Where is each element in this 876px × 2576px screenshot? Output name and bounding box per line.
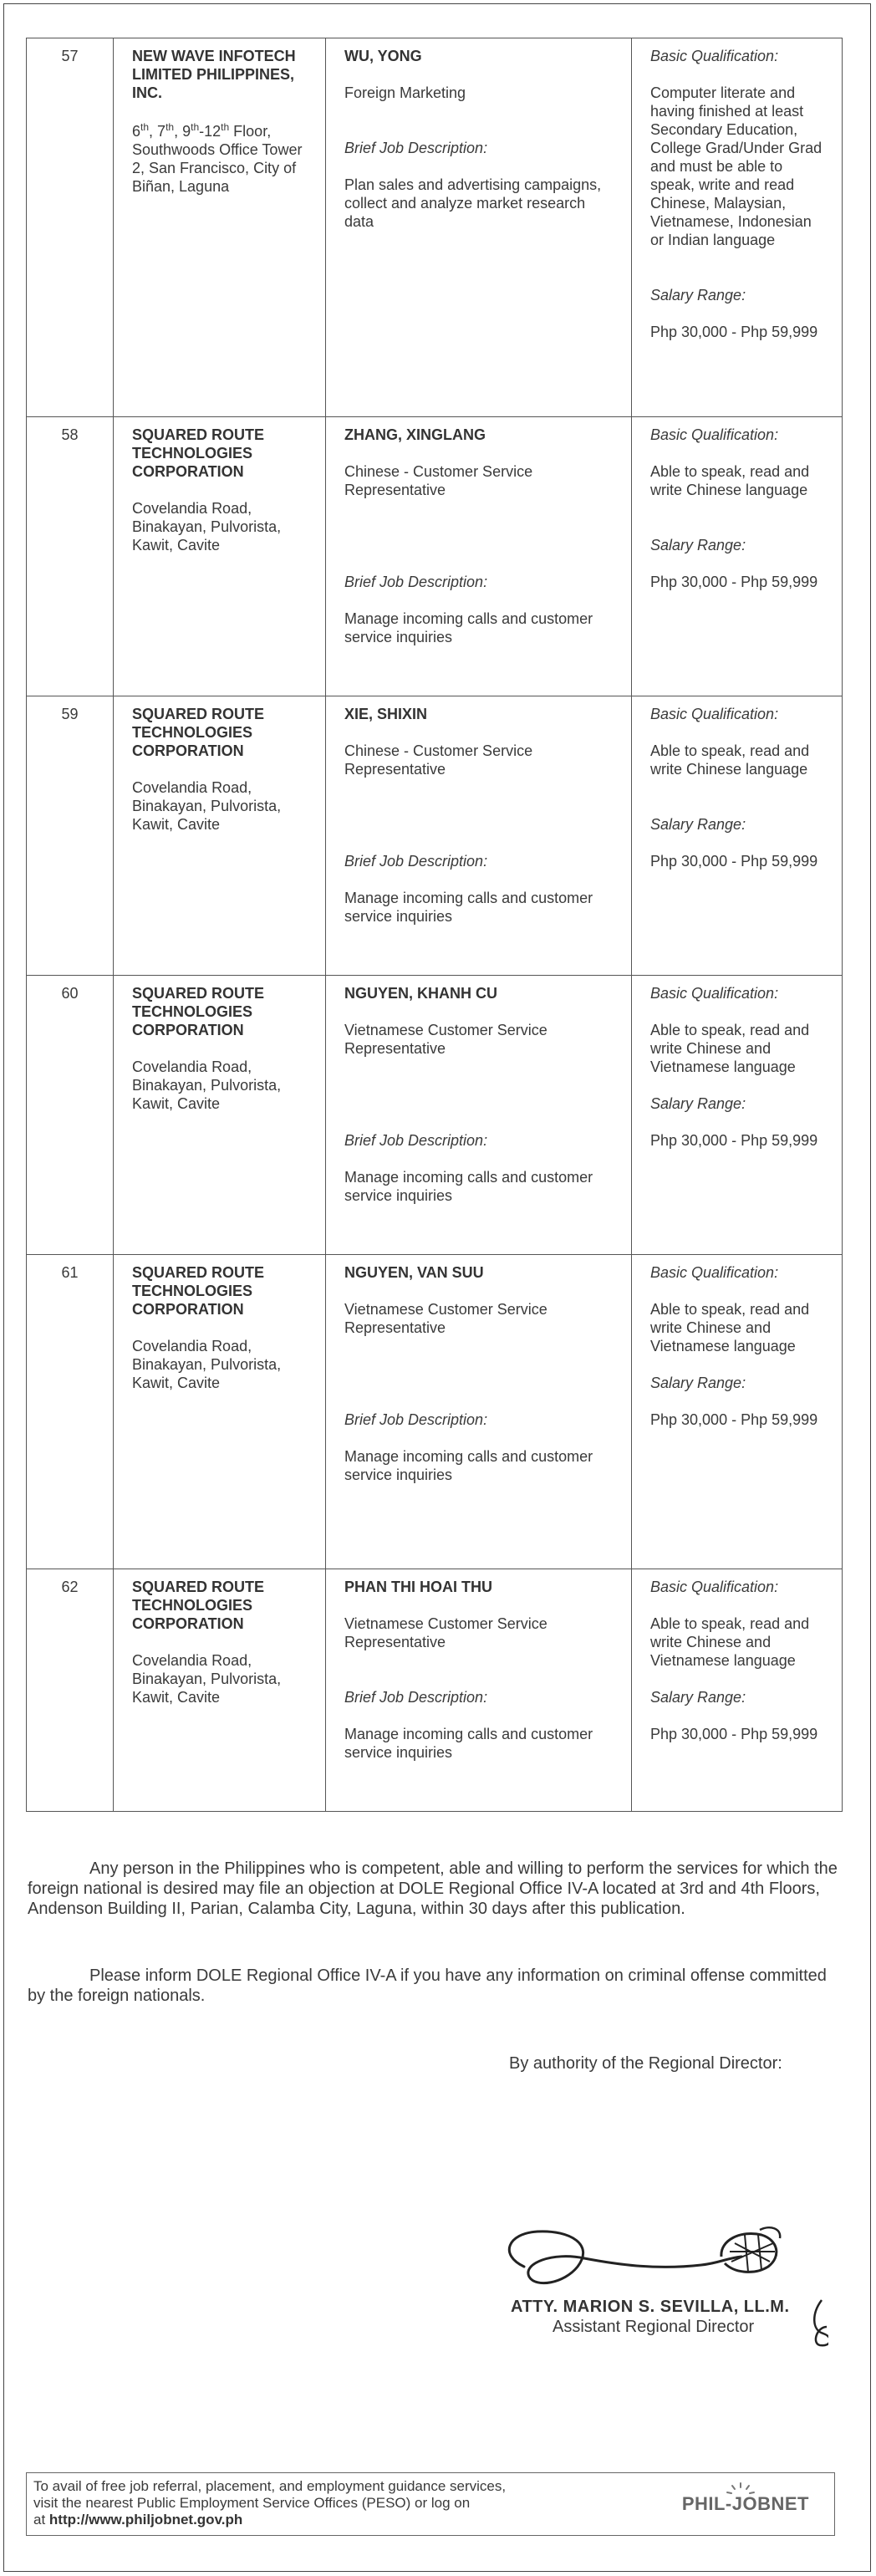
qualification-text: Able to speak, read and write Chinese language bbox=[650, 463, 810, 498]
position-title: Chinese - Customer Service Representative bbox=[344, 463, 533, 498]
company-address: 6th, 7th, 9th-12th Floor, Southwoods Office Tower 2, San Francisco, City of Biñan, Laguna bbox=[132, 121, 303, 195]
qualification-label: Basic Qualification: bbox=[650, 1264, 779, 1281]
job-description: Manage incoming calls and customer service inquiries bbox=[344, 890, 593, 925]
worker-name: NGUYEN, VAN SUU bbox=[344, 1264, 484, 1281]
qualification-text: Able to speak, read and write Chinese and Vietnamese language bbox=[650, 1615, 810, 1669]
company-address: Covelandia Road, Binakayan, Pulvorista, Kawit, Cavite bbox=[132, 1058, 282, 1112]
company-cell bbox=[114, 976, 326, 1255]
company-address: Covelandia Road, Binakayan, Pulvorista, Kawit, Cavite bbox=[132, 500, 282, 553]
worker-cell bbox=[326, 696, 632, 976]
company-cell bbox=[114, 1569, 326, 1812]
position-title: Chinese - Customer Service Representative bbox=[344, 742, 533, 778]
qualification-text: Able to speak, read and write Chinese and Vietnamese language bbox=[650, 1301, 810, 1354]
qualification-label: Basic Qualification: bbox=[650, 1579, 779, 1595]
position-title: Vietnamese Customer Service Representative bbox=[344, 1022, 548, 1057]
company-cell bbox=[114, 696, 326, 976]
qualification-label: Basic Qualification: bbox=[650, 48, 779, 64]
job-description: Manage incoming calls and customer service inquiries bbox=[344, 1726, 593, 1761]
qualification-label: Basic Qualification: bbox=[650, 426, 779, 443]
philjobnet-link[interactable]: http://www.philjobnet.gov.ph bbox=[48, 2512, 243, 2528]
qualification-text: Able to speak, read and write Chinese and Vietnamese language bbox=[650, 1022, 810, 1075]
salary-label: Salary Range: bbox=[650, 287, 746, 304]
job-description-label: Brief Job Description: bbox=[344, 1689, 488, 1706]
qualification-cell bbox=[632, 417, 843, 696]
qualification-text: Computer literate and having finished at least Secondary Education, College Grad/Under Grad and must be able to speak, write and read Chinese, Malaysian, Vietnamese, Indonesian or Indian language bbox=[650, 84, 823, 248]
table-row bbox=[27, 417, 843, 696]
row-number: 59 bbox=[27, 696, 114, 976]
salary-label: Salary Range: bbox=[650, 1375, 746, 1391]
footer-line: at http://www.philjobnet.gov.ph bbox=[33, 2512, 243, 2528]
worker-cell bbox=[326, 38, 632, 417]
company-cell bbox=[114, 417, 326, 696]
company-name: NEW WAVE INFOTECH LIMITED PHILIPPINES, INC. bbox=[132, 48, 296, 101]
job-description: Manage incoming calls and customer service inquiries bbox=[344, 610, 593, 645]
company-cell bbox=[114, 1255, 326, 1569]
table-row bbox=[27, 976, 843, 1255]
row-number: 60 bbox=[27, 976, 114, 1255]
table-row bbox=[27, 696, 843, 976]
salary-label: Salary Range: bbox=[650, 1689, 746, 1706]
company-name: SQUARED ROUTE TECHNOLOGIES CORPORATION bbox=[132, 426, 265, 480]
row-number: 58 bbox=[27, 417, 114, 696]
qualification-cell bbox=[632, 976, 843, 1255]
row-number: 57 bbox=[27, 38, 114, 417]
authority-line: By authority of the Regional Director: bbox=[509, 2054, 782, 2073]
salary-label: Salary Range: bbox=[650, 816, 746, 833]
worker-name: PHAN THI HOAI THU bbox=[344, 1579, 492, 1595]
job-description: Manage incoming calls and customer service inquiries bbox=[344, 1169, 593, 1204]
job-description-label: Brief Job Description: bbox=[344, 1411, 488, 1428]
position-title: Vietnamese Customer Service Representative bbox=[344, 1615, 548, 1650]
job-description: Plan sales and advertising campaigns, collect and analyze market research data bbox=[344, 176, 602, 230]
row-number: 62 bbox=[27, 1569, 114, 1812]
table-row bbox=[27, 38, 843, 417]
job-description-label: Brief Job Description: bbox=[344, 574, 488, 590]
footer-line: To avail of free job referral, placement, and employment guidance services, bbox=[33, 2478, 507, 2494]
table-row bbox=[27, 1255, 843, 1569]
company-name: SQUARED ROUTE TECHNOLOGIES CORPORATION bbox=[132, 1264, 265, 1318]
qualification-label: Basic Qualification: bbox=[650, 985, 779, 1002]
company-address: Covelandia Road, Binakayan, Pulvorista, Kawit, Cavite bbox=[132, 1338, 282, 1391]
position-title: Vietnamese Customer Service Representative bbox=[344, 1301, 548, 1336]
salary-range: Php 30,000 - Php 59,999 bbox=[650, 574, 818, 590]
salary-range: Php 30,000 - Php 59,999 bbox=[650, 1411, 818, 1428]
company-name: SQUARED ROUTE TECHNOLOGIES CORPORATION bbox=[132, 1579, 265, 1632]
objection-notice: Any person in the Philippines who is competent, able and willing to perform the services for which the foreign national is desired may file an objection at DOLE Regional Office IV-A located at 3rd and 4th Floors, Andenson Building II, Parian, Calamba City, Laguna, within 30 days after this publication. bbox=[28, 1859, 838, 1918]
qualification-cell bbox=[632, 1569, 843, 1812]
footer-text bbox=[33, 2478, 506, 2528]
qualification-cell bbox=[632, 696, 843, 976]
job-description: Manage incoming calls and customer service inquiries bbox=[344, 1448, 593, 1483]
worker-name: WU, YONG bbox=[344, 48, 422, 64]
footer-notice-box bbox=[26, 2472, 835, 2536]
salary-range: Php 30,000 - Php 59,999 bbox=[650, 1132, 818, 1149]
qualification-cell bbox=[632, 1255, 843, 1569]
qualification-cell bbox=[632, 38, 843, 417]
salary-label: Salary Range: bbox=[650, 1095, 746, 1112]
job-description-label: Brief Job Description: bbox=[344, 140, 488, 156]
document-page bbox=[3, 3, 871, 2572]
salary-range: Php 30,000 - Php 59,999 bbox=[650, 1726, 818, 1742]
salary-label: Salary Range: bbox=[650, 537, 746, 553]
company-name: SQUARED ROUTE TECHNOLOGIES CORPORATION bbox=[132, 706, 265, 759]
company-name: SQUARED ROUTE TECHNOLOGIES CORPORATION bbox=[132, 985, 265, 1038]
signatory-title: Assistant Regional Director bbox=[553, 2318, 755, 2336]
philjobnet-logo bbox=[675, 2480, 809, 2527]
salary-range: Php 30,000 - Php 59,999 bbox=[650, 324, 818, 340]
logo-text: PHIL-JOBNET bbox=[681, 2493, 809, 2514]
worker-cell bbox=[326, 1569, 632, 1812]
worker-cell bbox=[326, 417, 632, 696]
position-title: Foreign Marketing bbox=[344, 84, 466, 101]
foreign-nationals-table bbox=[26, 38, 843, 1812]
job-description-label: Brief Job Description: bbox=[344, 1132, 488, 1149]
salary-range: Php 30,000 - Php 59,999 bbox=[650, 853, 818, 870]
inform-notice: Please inform DOLE Regional Office IV-A if you have any information on criminal offense committed by the foreign nationals. bbox=[28, 1966, 827, 2005]
company-address: Covelandia Road, Binakayan, Pulvorista, Kawit, Cavite bbox=[132, 1652, 282, 1706]
signatory-name: ATTY. MARION S. SEVILLA, LL.M. bbox=[511, 2298, 790, 2316]
row-number: 61 bbox=[27, 1255, 114, 1569]
company-address: Covelandia Road, Binakayan, Pulvorista, Kawit, Cavite bbox=[132, 779, 282, 833]
job-description-label: Brief Job Description: bbox=[344, 853, 488, 870]
qualification-text: Able to speak, read and write Chinese language bbox=[650, 742, 810, 778]
footer-line: visit the nearest Public Employment Service Offices (PESO) or log on bbox=[33, 2495, 471, 2511]
table-row bbox=[27, 1569, 843, 1812]
worker-name: ZHANG, XINGLANG bbox=[344, 426, 486, 443]
qualification-label: Basic Qualification: bbox=[650, 706, 779, 722]
worker-name: NGUYEN, KHANH CU bbox=[344, 985, 498, 1002]
worker-cell bbox=[326, 1255, 632, 1569]
worker-cell bbox=[326, 976, 632, 1255]
worker-name: XIE, SHIXIN bbox=[344, 706, 428, 722]
company-cell bbox=[114, 38, 326, 417]
